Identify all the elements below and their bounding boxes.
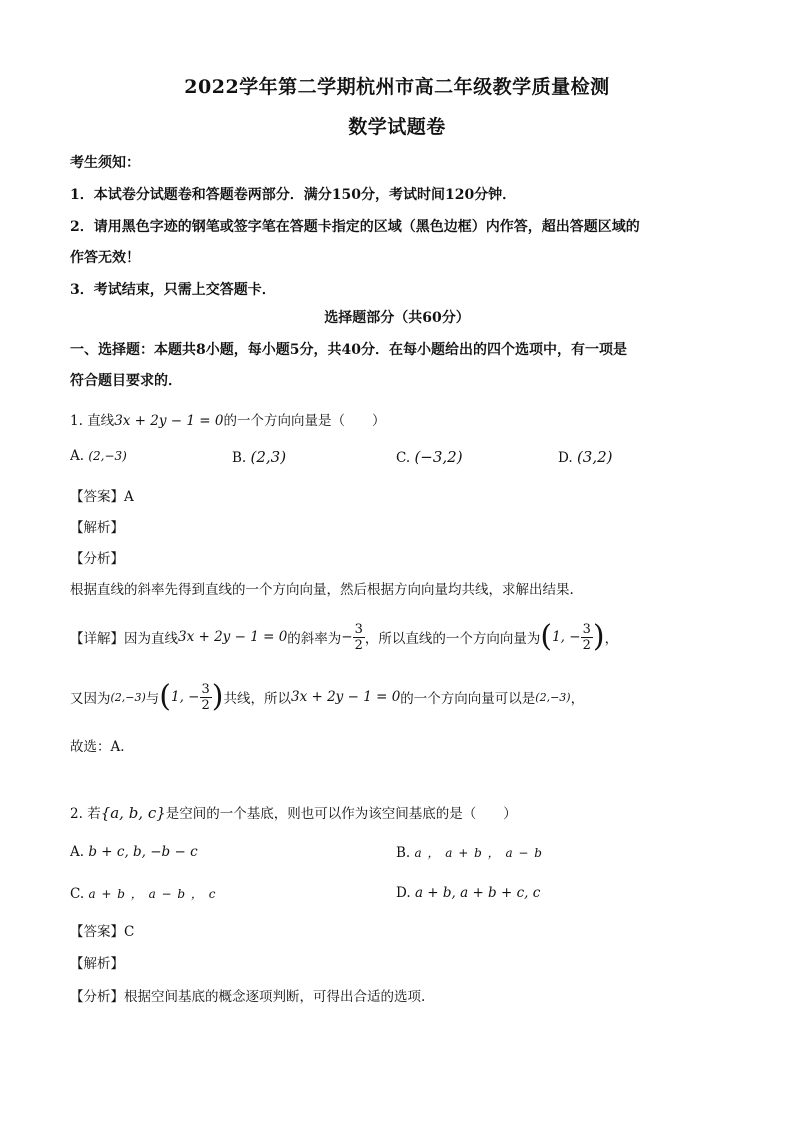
detail2-text-d: 的一个方向向量可以是 (400, 691, 536, 707)
fenxi-text: 根据空间基底的概念逐项判断，可得出合适的选项. (124, 989, 426, 1005)
section-title: 选择题部分（共60分） (324, 310, 470, 326)
option-value: a + b ， a − b ， c (88, 887, 217, 901)
question-number: 2. (70, 806, 83, 822)
option-value: a ， a + b ， a − b (414, 846, 543, 860)
detail-text-c: ，所以直线的一个方向向量为 (364, 631, 541, 647)
section-instructions-1: 一、选择题：本题共8小题，每小题5分，共40分．在每小题给出的四个选项中，有一项是 (70, 342, 627, 358)
answer-line (70, 920, 134, 940)
option-d (558, 448, 613, 466)
question-number: 1. (70, 413, 83, 429)
vector-component: 1, − (552, 629, 581, 645)
question-text-post: 是空间的一个基底，则也可以作为该空间基底的是（ ） (165, 806, 517, 822)
analysis-tag: 【解析】 (70, 520, 124, 536)
option-value: (−3,2) (414, 448, 463, 466)
right-paren-icon: ) (211, 679, 224, 714)
fraction-numerator: 3 (201, 681, 210, 697)
detail-equation: 3x + 2y − 1 = 0 (178, 629, 288, 645)
fraction-denominator: 2 (582, 637, 591, 653)
option-label: B. (396, 845, 411, 861)
answer-tag: 【答案】 (70, 924, 124, 940)
left-paren-icon: ( (159, 679, 172, 714)
line-equation: 3x + 2y − 1 = 0 (114, 413, 224, 429)
detail-text-b: 的斜率为 (287, 631, 342, 647)
detail2-text-c: 共线，所以 (223, 691, 291, 707)
fraction-numerator: 3 (354, 621, 363, 637)
option-label: A. (70, 448, 85, 464)
fraction-numerator: 3 (582, 621, 591, 637)
question-1 (70, 409, 385, 429)
notice-item-3: 3．考试结束，只需上交答题卡． (70, 282, 276, 298)
page-title: 2022学年第二学期杭州市高二年级教学质量检测 (184, 76, 610, 98)
question-text-post: 的一个方向向量是（ ） (223, 413, 386, 429)
fenxi-text: 根据直线的斜率先得到直线的一个方向向量，然后根据方向向量均共线，求解出结果. (70, 582, 574, 598)
answer-value: A (124, 489, 134, 505)
option-value: (2,3) (250, 448, 287, 466)
detail-text-a: 因为直线 (124, 631, 178, 647)
option-c (70, 885, 216, 902)
detail2-text-a: 又因为 (70, 691, 111, 707)
section-instructions-2: 符合题目要求的． (70, 373, 182, 389)
fenxi-line (70, 985, 425, 1005)
option-label: D. (396, 885, 411, 901)
question-text-pre: 直线 (87, 413, 115, 429)
vector-small-result: (2,−3) (535, 690, 571, 704)
detail-tag: 【详解】 (70, 631, 124, 647)
detail2-text-b: 与 (145, 691, 160, 707)
detail2-equation: 3x + 2y − 1 = 0 (291, 689, 401, 705)
question-2 (70, 802, 517, 822)
option-c (396, 448, 463, 466)
comma: ， (570, 691, 585, 707)
left-paren-icon: ( (540, 619, 553, 654)
minus-sign: − (341, 629, 353, 645)
question-text-pre: 若 (87, 806, 101, 822)
fraction-denominator: 2 (201, 697, 210, 713)
fraction-denominator: 2 (354, 637, 363, 653)
option-value: a + b, a + b + c, c (414, 885, 541, 901)
notice-item-2-cont: 作答无效！ (70, 250, 140, 266)
slope-fraction (353, 622, 365, 653)
vector-fraction (200, 682, 212, 713)
detail-line-2 (70, 672, 584, 722)
conclusion: 故选：A. (70, 739, 125, 755)
notice-item-1: 1．本试卷分试题卷和答题卷两部分．满分150分，考试时间120分钟． (70, 187, 517, 203)
option-label: A. (70, 844, 85, 860)
analysis-tag: 【解析】 (70, 956, 124, 972)
answer-line (70, 485, 134, 505)
notice-heading: 考生须知： (70, 155, 140, 171)
vector-component: 1, − (171, 689, 200, 705)
option-value: b + c, b, −b − c (88, 844, 198, 860)
option-d (396, 885, 540, 901)
option-a (70, 448, 127, 464)
fenxi-tag: 【分析】 (70, 551, 124, 567)
notice-item-2: 2．请用黑色字迹的钢笔或签字笔在答题卡指定的区域（黑色边框）内作答，超出答题区域的 (70, 219, 640, 235)
option-b (396, 844, 543, 861)
answer-tag: 【答案】 (70, 489, 124, 505)
detail-line-1 (70, 612, 618, 662)
option-label: B. (232, 450, 247, 466)
option-a (70, 844, 198, 860)
comma: ， (604, 631, 619, 647)
basis-set: {a, b, c} (100, 804, 166, 822)
option-value: (3,2) (576, 448, 613, 466)
fenxi-tag: 【分析】 (70, 989, 124, 1005)
vector-fraction (581, 622, 593, 653)
option-label: D. (558, 450, 573, 466)
page-subtitle: 数学试题卷 (348, 116, 446, 138)
right-paren-icon: ) (592, 619, 605, 654)
answer-value: C (124, 924, 135, 940)
option-value: (2,−3) (88, 449, 127, 463)
vector-small: (2,−3) (110, 690, 146, 704)
option-label: C. (396, 450, 411, 466)
option-label: C. (70, 886, 85, 902)
option-b (232, 448, 286, 466)
